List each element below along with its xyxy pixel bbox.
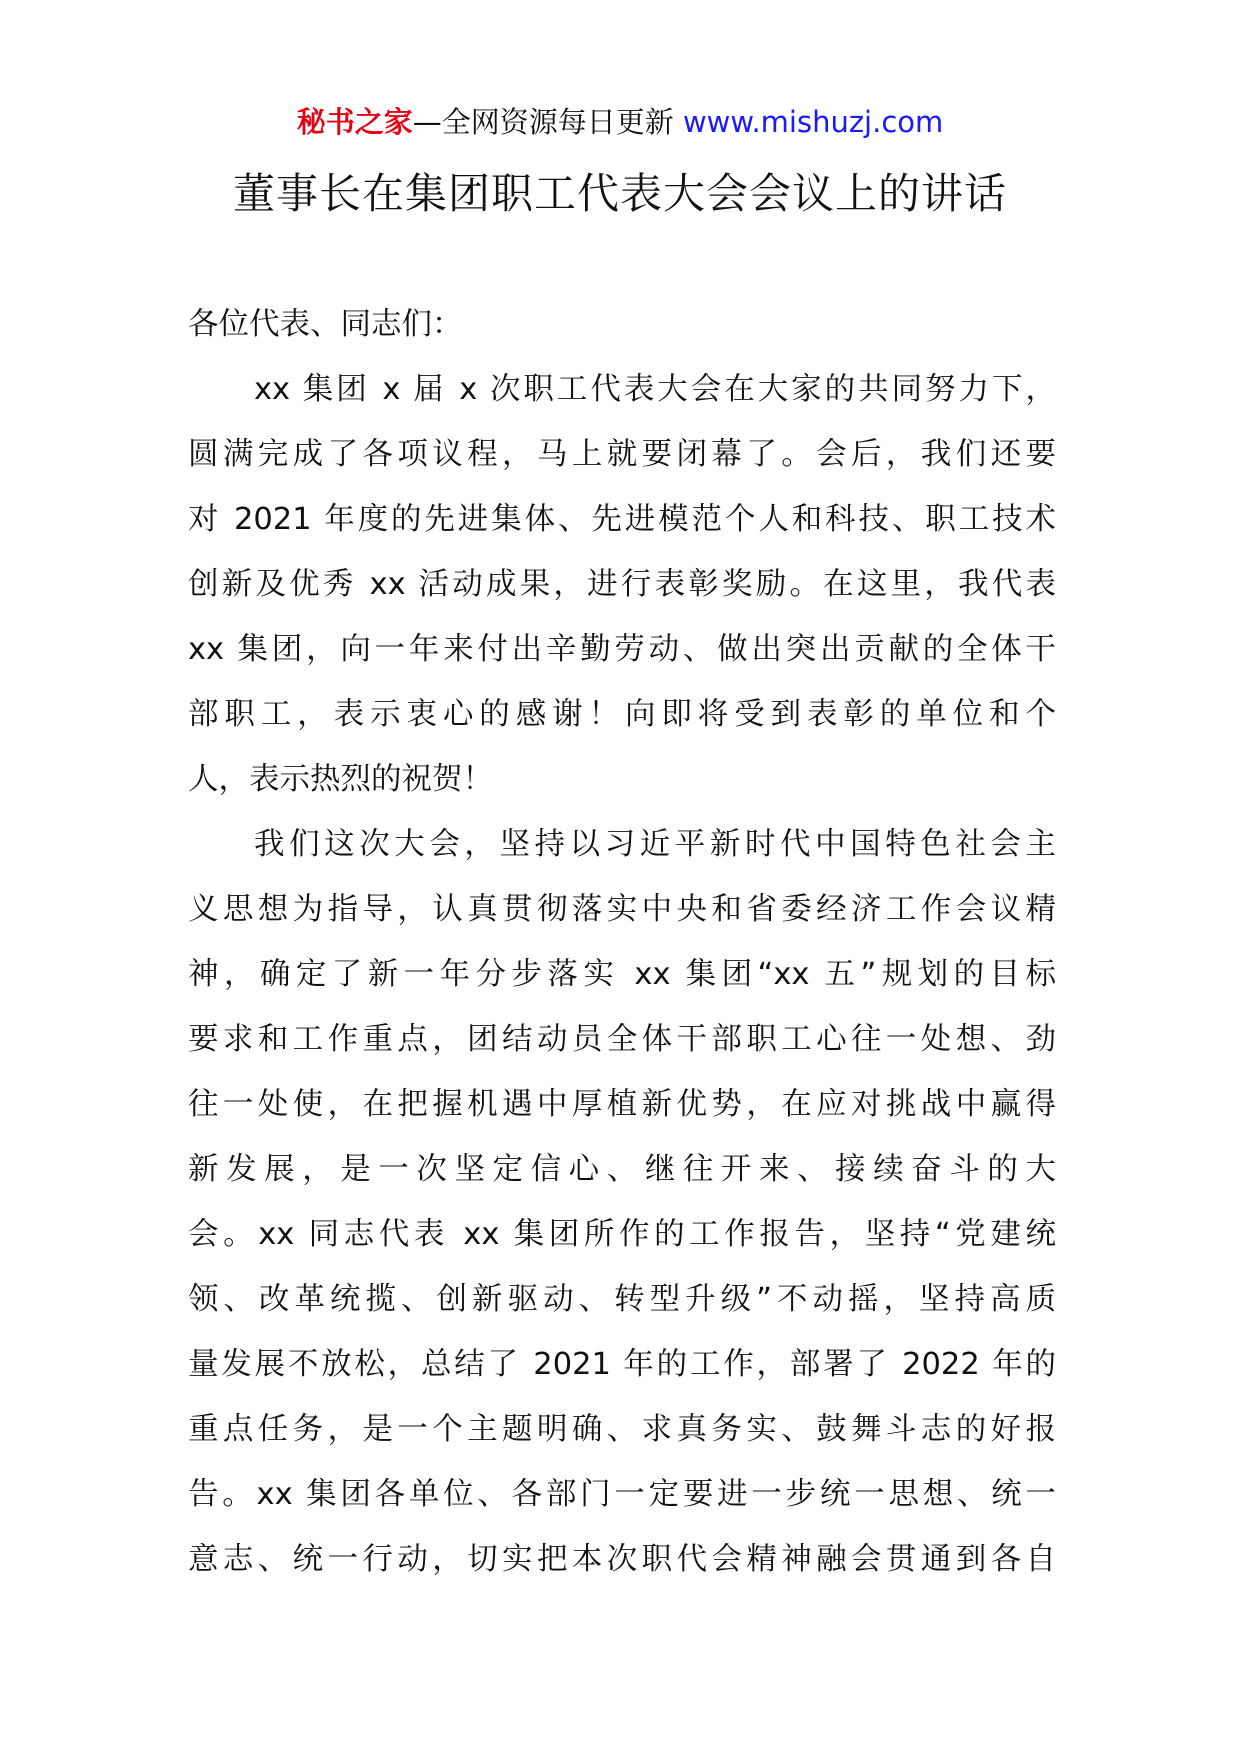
brand-name: 秘书之家: [296, 105, 413, 139]
text-line: 义思想为指导，认真贯彻落实中央和省委经济工作会议精: [188, 892, 1056, 927]
text-line: 我们这次大会，坚持以习近平新时代中国特色社会主: [254, 827, 1056, 862]
text-line: 告。xx 集团各单位、各部门一定要进一步统一思想、统一: [188, 1477, 1056, 1512]
text-line: 领、改革统揽、创新驱动、转型升级”不动摇，坚持高质: [188, 1282, 1056, 1317]
document-title: 董事长在集团职工代表大会会议上的讲话: [232, 169, 1007, 218]
text-line: 意志、统一行动，切实把本次职代会精神融会贯通到各自: [188, 1542, 1056, 1577]
paragraph-1: [188, 357, 1056, 812]
text-line: xx 集团 x 届 x 次职工代表大会在大家的共同努力下，: [254, 372, 1056, 407]
text-line: 新发展，是一次坚定信心、继往开来、接续奋斗的大: [188, 1152, 1056, 1187]
site-header: [0, 102, 1240, 142]
salutation: 各位代表、同志们：: [188, 307, 463, 342]
text-line: 往一处使，在把握机遇中厚植新优势，在应对挑战中赢得: [188, 1087, 1056, 1122]
site-link[interactable]: www.mishuzj.com: [682, 105, 944, 139]
text-line: 重点任务，是一个主题明确、求真务实、鼓舞斗志的好报: [188, 1412, 1056, 1447]
text-line: 圆满完成了各项议程，马上就要闭幕了。会后，我们还要: [188, 437, 1056, 472]
text-line: 神，确定了新一年分步落实 xx 集团“xx 五”规划的目标: [188, 957, 1056, 992]
text-line: 量发展不放松，总结了 2021 年的工作，部署了 2022 年的: [188, 1347, 1056, 1382]
document-body: [188, 292, 1056, 1592]
text-line: 会。xx 同志代表 xx 集团所作的工作报告，坚持“党建统: [188, 1217, 1056, 1252]
text-line: 创新及优秀 xx 活动成果，进行表彰奖励。在这里，我代表: [188, 567, 1056, 602]
text-line: xx 集团，向一年来付出辛勤劳动、做出突出贡献的全体干: [188, 632, 1056, 667]
text-line: 要求和工作重点，团结动员全体干部职工心往一处想、劲: [188, 1022, 1056, 1057]
header-slogan: —全网资源每日更新: [412, 105, 683, 139]
text-line: 部职工，表示衷心的感谢！向即将受到表彰的单位和个: [188, 697, 1056, 732]
text-line: 对 2021 年度的先进集体、先进模范个人和科技、职工技术: [188, 502, 1056, 537]
paragraph-2: [188, 812, 1056, 1592]
text-line: 人，表示热烈的祝贺！: [188, 762, 493, 797]
